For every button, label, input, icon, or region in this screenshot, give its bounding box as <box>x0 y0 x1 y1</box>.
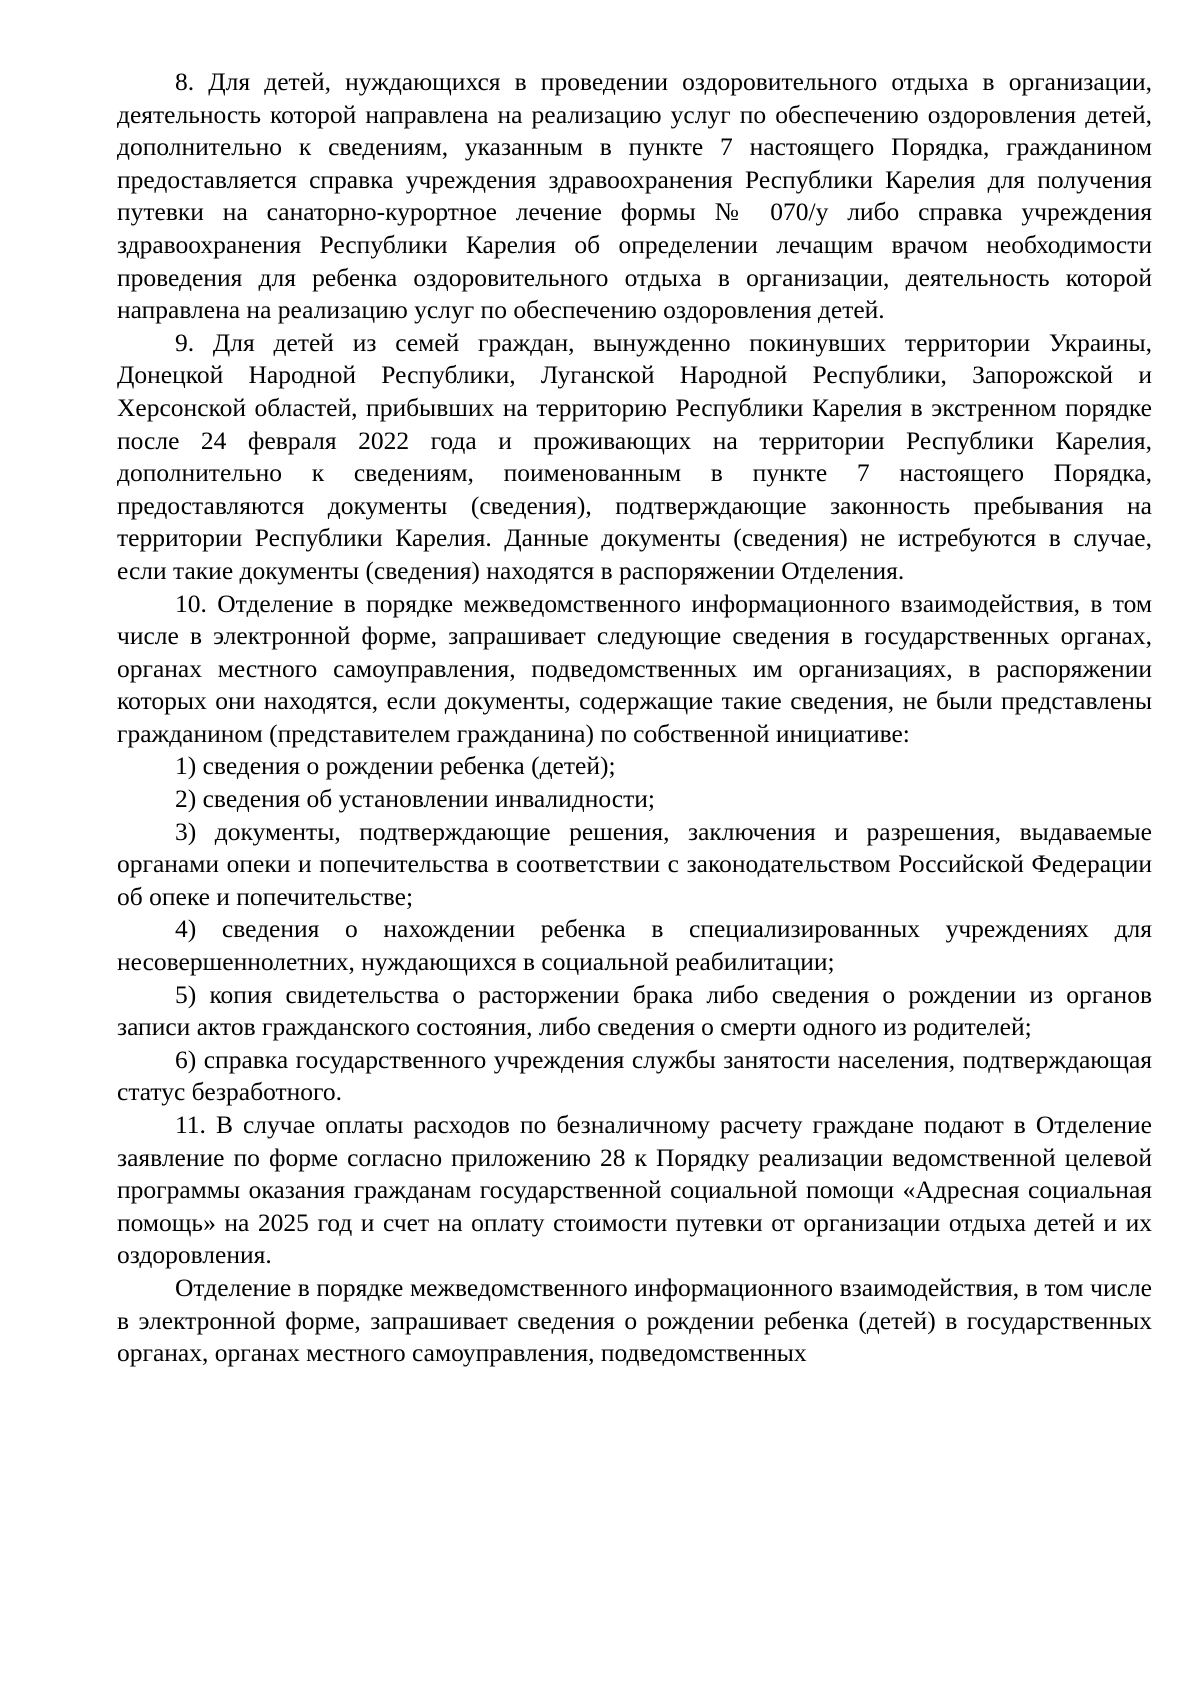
list-item-4: 4) сведения о нахождении ребенка в специализированных учреждениях для несовершеннолетних, нуждающихся в социальной реабилитации; <box>117 914 1152 977</box>
list-item-1: 1) сведения о рождении ребенка (детей); <box>175 751 616 781</box>
paragraph-10: 10. Отделение в порядке межведомственного информационного взаимодействия, в том числе в электронной форме, запрашивает следующие сведения в государственных органах, органах местного самоуправления, подведомственных им организациях, в распоряжении которых они находятся, если документы, содержащие такие сведения, не были представлены гражданином (представителем гражданина) по собственной инициативе: <box>117 588 1152 748</box>
document-page <box>117 66 1152 1370</box>
paragraph-11: 11. В случае оплаты расходов по безналичному расчету граждане подают в Отделение заявление по форме согласно приложению 28 к Порядку реализации ведомственной целевой программы оказания гражданам государственной социальной помощи «Адресная социальная помощь» на 2025 год и счет на оплату стоимости путевки от организации отдыха детей и их оздоровления. <box>117 1110 1152 1270</box>
paragraph-11-continued: Отделение в порядке межведомственного информационного взаимодействия, в том числе в электронной форме, запрашивает сведения о рождении ребенка (детей) в государственных органах, органах местного самоуправления, подведомственных <box>117 1272 1152 1368</box>
list-item-5: 5) копия свидетельства о расторжении брака либо сведения о рождении из органов записи актов гражданского состояния, либо сведения о смерти одного из родителей; <box>117 979 1152 1042</box>
list-item-6: 6) справка государственного учреждения службы занятости населения, подтверждающая статус безработного. <box>117 1044 1152 1107</box>
list-item-2: 2) сведения об установлении инвалидности; <box>175 784 656 814</box>
list-item-3: 3) документы, подтверждающие решения, заключения и разрешения, выдаваемые органами опеки и попечительства в соответствии с законодательством Российской Федерации об опеке и попечительстве; <box>117 816 1152 911</box>
paragraph-9: 9. Для детей из семей граждан, вынужденно покинувших территории Украины, Донецкой Народной Республики, Луганской Народной Республики, Запорожской и Херсонской областей, прибывших на территорию Республики Карелия в экстренном порядке после 24 февраля 2022 года и проживающих на территории Республики Карелия, дополнительно к сведениям, поименованным в пункте 7 настоящего Порядка, предоставляются документы (сведения), подтверждающие законность пребывания на территории Республики Карелия. Данные документы (сведения) не истребуются в случае, если такие документы (сведения) находятся в распоряжении Отделения. <box>117 327 1152 585</box>
paragraph-8: 8. Для детей, нуждающихся в проведении оздоровительного отдыха в организации, деятельность которой направлена на реализацию услуг по обеспечению оздоровления детей, дополнительно к сведениям, указанным в пункте 7 настоящего Порядка, гражданином предоставляется справка учреждения здравоохранения Республики Карелия для получения путевки на санаторно-курортное лечение формы № 070/у либо справка учреждения здравоохранения Республики Карелия об определении лечащим врачом необходимости проведения для ребенка оздоровительного отдыха в организации, деятельность которой направлена на реализацию услуг по обеспечению оздоровления детей. <box>117 67 1152 325</box>
